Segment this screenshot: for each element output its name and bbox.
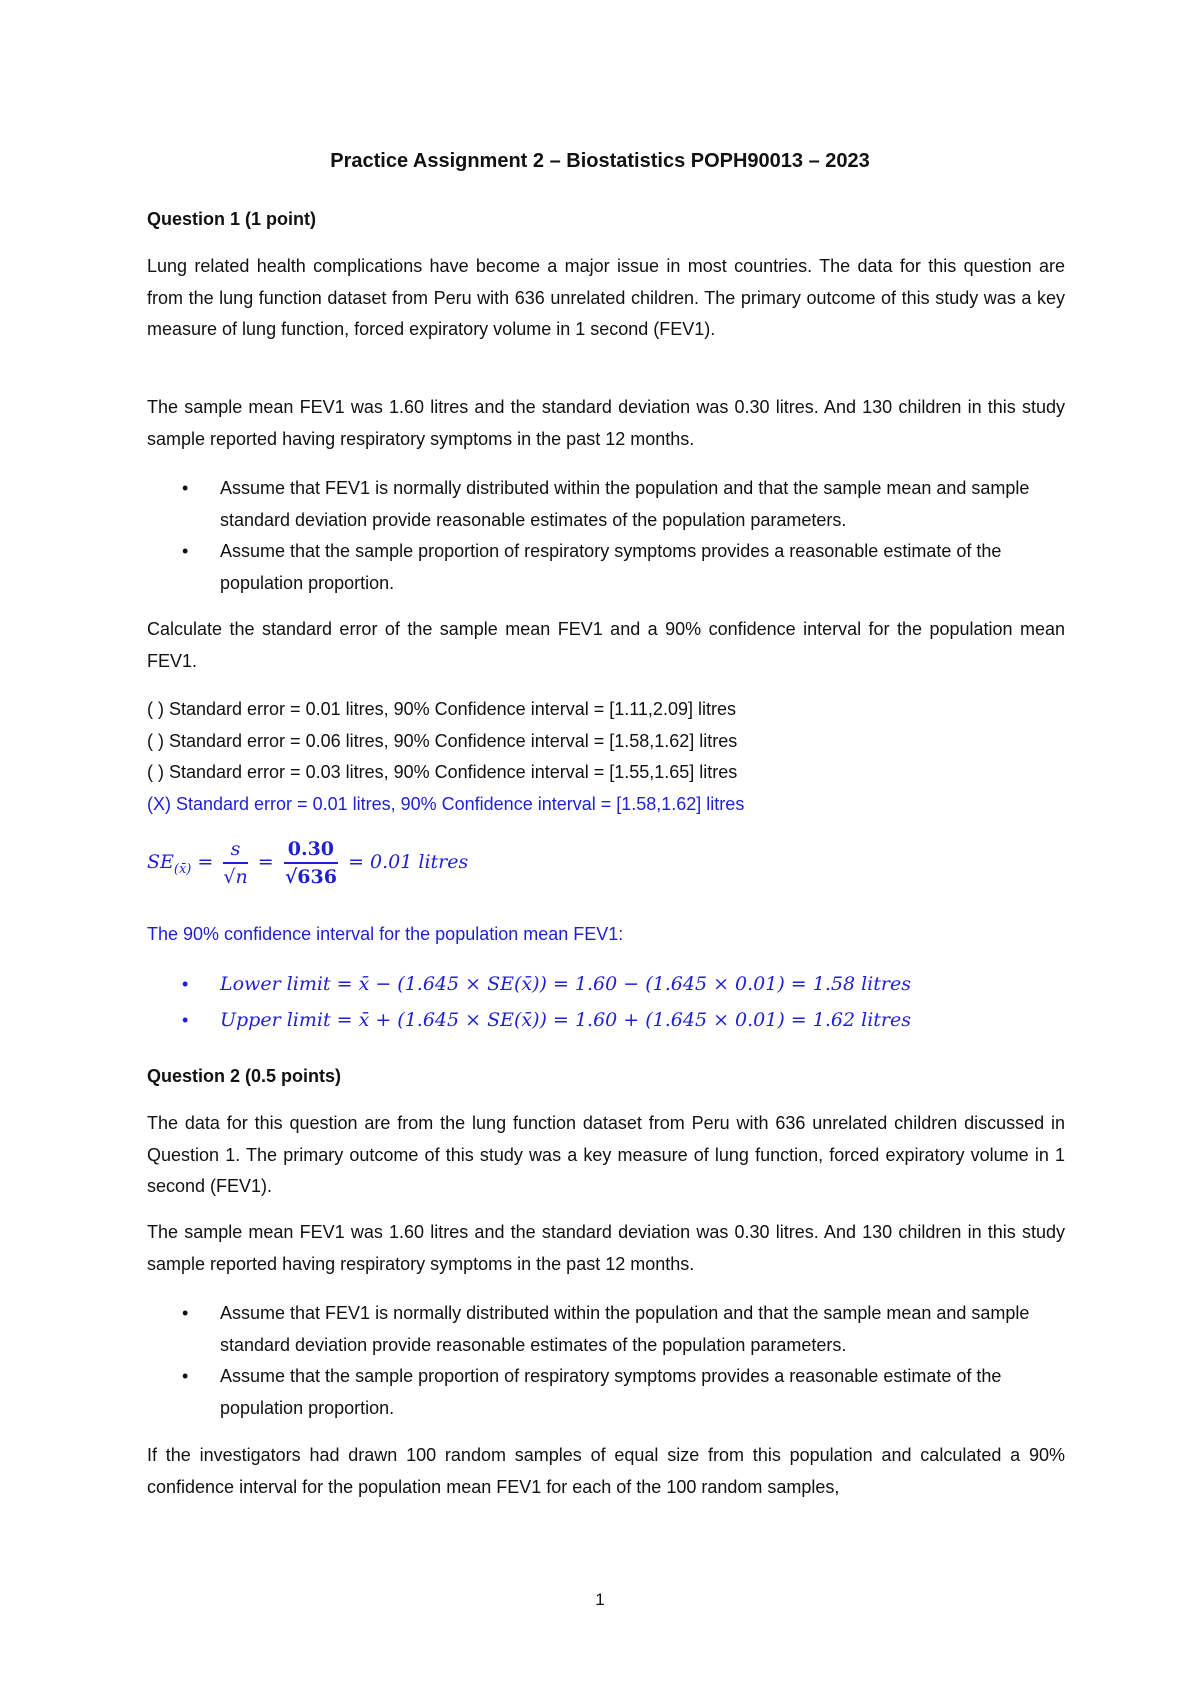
bullet-icon: • <box>182 1010 189 1030</box>
q1-assumption-text: Assume that FEV1 is normally distributed within the population and that the sample mean and sample standard deviation provide reasonable estimates of the population parameters. <box>220 478 1030 530</box>
answer-option[interactable]: ( ) Standard error = 0.03 litres, 90% Confidence interval = [1.55,1.65] litres <box>147 762 738 782</box>
q2-assumption-text: Assume that FEV1 is normally distributed within the population and that the sample mean and sample standard deviation provide reasonable estimates of the population parameters. <box>220 1303 1030 1355</box>
ci-limits-list <box>147 966 1065 1038</box>
q1-answer-options <box>147 694 1065 820</box>
bullet-icon: • <box>182 1366 189 1386</box>
answer-option-correct[interactable]: (X) Standard error = 0.01 litres, 90% Confidence interval = [1.58,1.62] litres <box>147 793 745 814</box>
q1-sample-description: The sample mean FEV1 was 1.60 litres and the standard deviation was 0.30 litres. And 130 children in this study sample reported having respiratory symptoms in the past 12 months. <box>147 397 1065 449</box>
q1-assumptions-list <box>147 473 1065 599</box>
q1-intro: Lung related health complications have become a major issue in most countries. The data for this question are from the lung function dataset from Peru with 636 unrelated children. The primary outcome of this study was a key measure of lung function, forced expiratory volume in 1 second (FEV1). <box>147 256 1065 339</box>
se-subscript: (x̄) <box>173 861 192 877</box>
list-item <box>147 1361 1065 1424</box>
equals-sign: = <box>257 851 274 873</box>
fraction-denominator: √636 <box>284 866 337 888</box>
q2-intro: The data for this question are from the lung function dataset from Peru with 636 unrelated children discussed in Question 1. The primary outcome of this study was a key measure of lung function, forced expiratory volume in 1 second (FEV1). <box>147 1113 1065 1196</box>
answer-option[interactable]: ( ) Standard error = 0.06 litres, 90% Confidence interval = [1.58,1.62] litres <box>147 730 738 751</box>
list-item <box>147 473 1065 536</box>
ci-heading: The 90% confidence interval for the population mean FEV1: <box>147 924 624 944</box>
q2-heading: Question 2 (0.5 points) <box>147 1066 342 1086</box>
page-number: 1 <box>595 1590 605 1609</box>
se-result: = 0.01 litres <box>348 851 469 873</box>
bullet-icon: • <box>182 541 189 561</box>
upper-limit-formula: Upper limit = x̄ + (1.645 × SE(x̄)) = 1.60 + (1.645 × 0.01) = 1.62 litres <box>220 1009 911 1031</box>
fraction-denominator: √n <box>223 866 248 888</box>
page-title: Practice Assignment 2 – Biostatistics POPH90013 – 2023 <box>330 150 870 172</box>
q1-assumption-text: Assume that the sample proportion of respiratory symptoms provides a reasonable estimate of the population proportion. <box>220 541 1002 593</box>
answer-option[interactable]: ( ) Standard error = 0.01 litres, 90% Confidence interval = [1.11,2.09] litres <box>147 699 736 719</box>
fraction-s-over-root-n <box>223 838 247 888</box>
q2-sample-description: The sample mean FEV1 was 1.60 litres and the standard deviation was 0.30 litres. And 130 children in this study sample reported having respiratory symptoms in the past 12 months. <box>147 1222 1065 1274</box>
fraction-numerator: 0.30 <box>284 838 338 864</box>
fraction-numeric <box>284 838 338 888</box>
list-item <box>147 536 1065 599</box>
se-symbol: SE <box>147 851 174 873</box>
se-formula <box>147 838 468 888</box>
list-item <box>147 1298 1065 1361</box>
q2-assumptions-list <box>147 1298 1065 1424</box>
list-item <box>147 966 1065 1002</box>
q1-heading: Question 1 (1 point) <box>147 209 316 229</box>
bullet-icon: • <box>182 478 189 498</box>
bullet-icon: • <box>182 974 189 994</box>
lower-limit-formula: Lower limit = x̄ − (1.645 × SE(x̄)) = 1.60 − (1.645 × 0.01) = 1.58 litres <box>220 973 911 995</box>
q2-assumption-text: Assume that the sample proportion of respiratory symptoms provides a reasonable estimate of the population proportion. <box>220 1366 1002 1418</box>
bullet-icon: • <box>182 1303 189 1323</box>
equals-sign: = <box>197 851 214 873</box>
list-item <box>147 1002 1065 1038</box>
fraction-numerator: s <box>223 838 247 864</box>
q2-question: If the investigators had drawn 100 random samples of equal size from this population and calculated a 90% confidence interval for the population mean FEV1 for each of the 100 random samples, <box>147 1445 1065 1497</box>
q1-question: Calculate the standard error of the sample mean FEV1 and a 90% confidence interval for the population mean FEV1. <box>147 619 1065 671</box>
